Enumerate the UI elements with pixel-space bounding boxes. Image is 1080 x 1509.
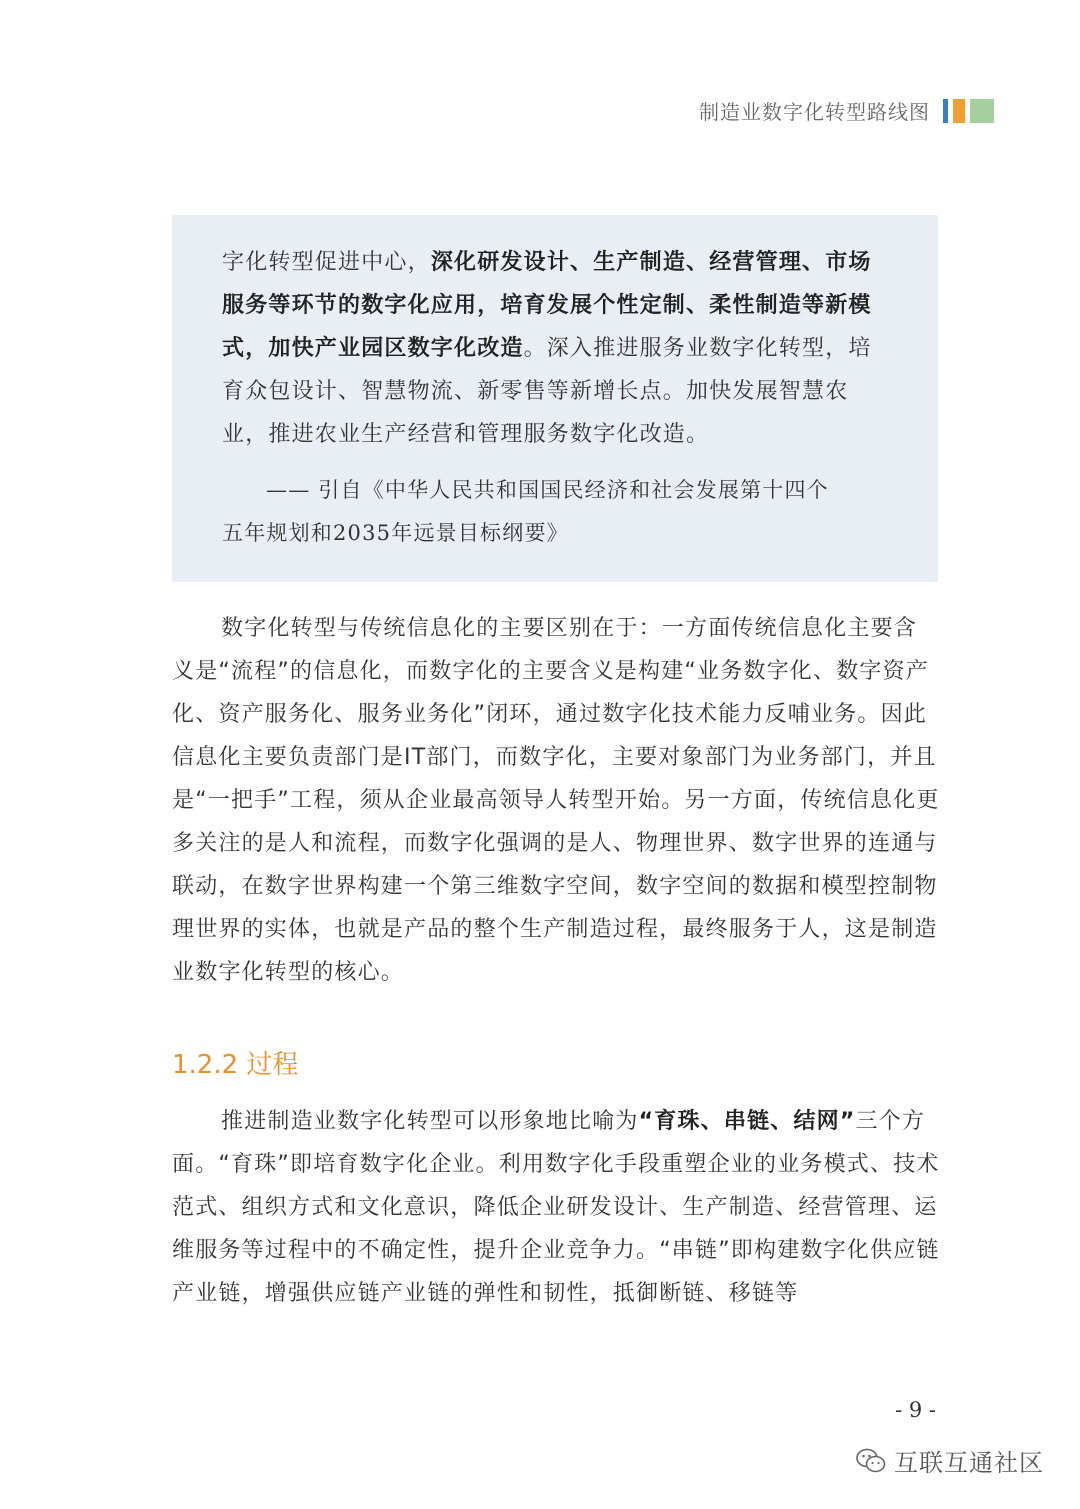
quote-source-line: —— 引自《中华人民共和国国民经济和社会发展第十四个 xyxy=(266,478,829,502)
quote-bold-text: 深化研发设计、生产制造、经营管理、市场服务等环节的数字化应用，培育发展个性定制、柔性制造等新模式，加快产业园区数字化改造 xyxy=(222,250,872,361)
watermark-text: 互联互通社区 xyxy=(894,1449,1044,1477)
watermark xyxy=(856,1443,1044,1478)
page-header xyxy=(699,96,994,125)
color-bar-blue xyxy=(943,99,948,123)
quote-text: 。深入推进服务业数字化转型，培育众包设计、智慧物流、新零售等新增长点。加快发展智慧农业，推进农业生产经营和管理服务数字化改造。 xyxy=(222,336,872,447)
running-title: 制造业数字化转型路线图 xyxy=(699,100,930,124)
quote-source xyxy=(222,469,888,555)
body-paragraph: 数字化转型与传统信息化的主要区别在于：一方面传统信息化主要含义是“流程”的信息化，而数字化的主要含义是构建“业务数字化、数字资产化、资产服务化、服务业务化”闭环，通过数字化技术能力反哺业务。因此信息化主要负责部门是IT部门，而数字化，主要对象部门为业务部门，并且是“一把手”工程，须从企业最高领导人转型开始。另一方面，传统信息化更多关注的是人和流程，而数字化强调的是人、物理世界、数字世界的连通与联动，在数字世界构建一个第三维数字空间，数字空间的数据和模型控制物理世界的实体，也就是产品的整个生产制造过程，最终服务于人，这是制造业数字化转型的核心。 xyxy=(172,616,940,985)
paragraph-bold-text: “育珠、串链、结网” xyxy=(638,1109,856,1134)
paragraph-text: 推进制造业数字化转型可以形象地比喻为 xyxy=(221,1109,639,1134)
quote-body xyxy=(222,241,888,456)
quote-source-line: 五年规划和2035年远景目标纲要》 xyxy=(222,521,569,545)
body-paragraph xyxy=(172,1100,940,1315)
wechat-icon xyxy=(856,1448,886,1474)
color-bar-orange xyxy=(953,99,965,123)
quote-box xyxy=(172,215,938,582)
section-heading: 1.2.2 过程 xyxy=(172,1050,299,1080)
quote-text: 字化转型促进中心， xyxy=(222,250,431,275)
page-number: - 9 - xyxy=(895,1398,936,1422)
paragraph-text: 三个方面。“育珠”即培育数字化企业。利用数字化手段重塑企业的业务模式、技术范式、组织方式和文化意识，降低企业研发设计、生产制造、经营管理、运维服务等过程中的不确定性，提升企业竞争力。“串链”即构建数字化供应链产业链，增强供应链产业链的弹性和韧性，抵御断链、移链等 xyxy=(172,1109,940,1306)
color-bar-green xyxy=(970,99,994,123)
